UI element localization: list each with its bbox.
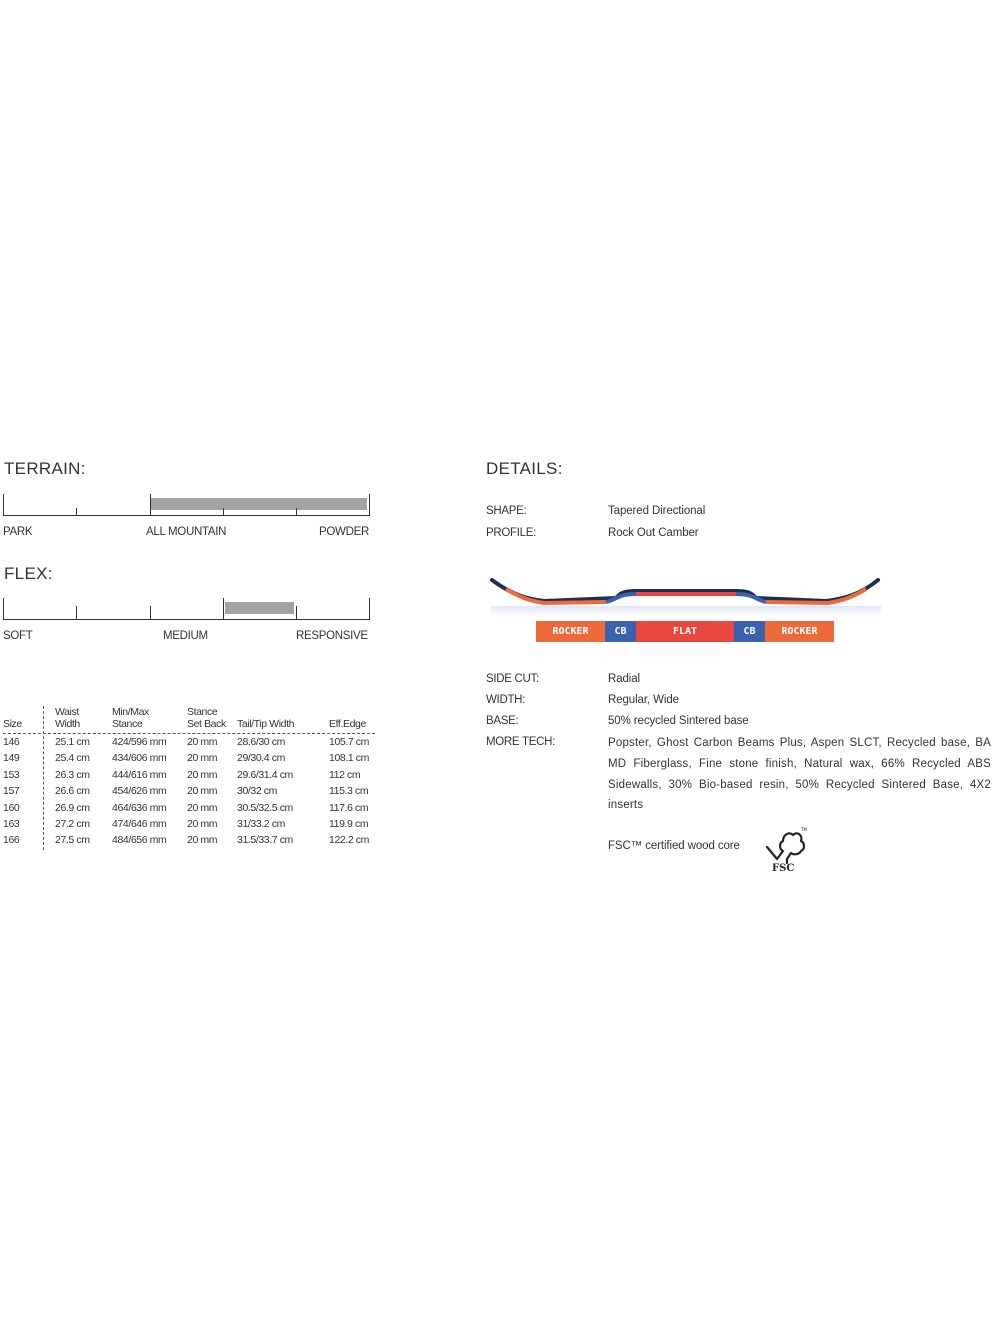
width-value: Regular, Wide — [608, 694, 679, 706]
table-cell: 20 mm — [187, 834, 218, 847]
col-setback: Stance Set Back — [187, 706, 226, 730]
base-value: 50% recycled Sintered base — [608, 715, 749, 727]
table-cell: 31.5/33.7 cm — [237, 834, 293, 847]
flex-label-soft: SOFT — [3, 630, 33, 642]
terrain-heading: TERRAIN: — [4, 459, 86, 478]
segment-rocker-right: ROCKER — [765, 621, 834, 642]
table-cell: 20 mm — [187, 736, 218, 748]
svg-text:TM: TM — [801, 827, 807, 832]
table-cell: 27.5 cm — [55, 834, 90, 847]
profile-label: PROFILE: — [486, 527, 537, 539]
profile-segment-bar — [536, 621, 834, 642]
table-cell: 474/646 mm — [112, 817, 167, 830]
shape-label: SHAPE: — [486, 505, 527, 517]
table-cell: 25.1 cm — [55, 736, 90, 748]
board-profile-illustration — [486, 572, 886, 622]
table-cell: 454/626 mm — [112, 785, 167, 798]
width-label: WIDTH: — [486, 694, 526, 706]
fsc-tree-icon — [763, 825, 809, 873]
tech-value: Popster, Ghost Carbon Beams Plus, Aspen SLCT, Recycled base, BA MD Fiberglass, Fine stone finish, Natural wax, 66% Recycled ABS Sidewalls, 30% Bio-based resin, 50% Recycled Sintered Base, 4X2 inserts — [608, 737, 991, 812]
size-table-header — [3, 704, 375, 734]
table-cell: 464/636 mm — [112, 801, 167, 814]
table-cell: 149 — [3, 752, 20, 765]
table-cell: 30.5/32.5 cm — [237, 801, 293, 814]
profile-value: Rock Out Camber — [608, 527, 699, 539]
flex-range-fill — [225, 602, 294, 614]
table-cell: 108.1 cm — [329, 752, 369, 765]
table-cell: 31/33.2 cm — [237, 817, 285, 830]
shape-value: Tapered Directional — [608, 505, 706, 517]
col-tail-tip: Tail/Tip Width — [237, 718, 295, 730]
table-cell: 28.6/30 cm — [237, 736, 285, 748]
table-cell: 20 mm — [187, 817, 218, 830]
terrain-scale — [3, 494, 370, 516]
segment-flat: FLAT — [636, 621, 734, 642]
base-label: BASE: — [486, 715, 519, 727]
table-cell: 29/30.4 cm — [237, 752, 285, 765]
table-cell: 160 — [3, 801, 20, 814]
col-size: Size — [3, 718, 22, 730]
terrain-label-all-mountain: ALL MOUNTAIN — [146, 526, 227, 538]
table-row — [3, 767, 375, 783]
table-cell: 29.6/31.4 cm — [237, 768, 293, 781]
table-cell: 434/606 mm — [112, 752, 167, 765]
table-cell: 20 mm — [187, 801, 218, 814]
size-table — [3, 704, 375, 849]
table-row — [3, 734, 375, 750]
table-cell: 20 mm — [187, 768, 218, 781]
table-cell: 20 mm — [187, 785, 218, 798]
table-cell: 122.2 cm — [329, 834, 369, 847]
table-cell: 444/616 mm — [112, 768, 167, 781]
fsc-logo-text: FSC — [772, 863, 795, 873]
segment-camber-left: CB — [605, 621, 636, 642]
details-heading: DETAILS: — [486, 459, 563, 478]
table-cell: 26.9 cm — [55, 801, 90, 814]
table-cell: 112 cm — [329, 768, 361, 781]
flex-label-medium: MEDIUM — [163, 630, 208, 642]
table-cell: 157 — [3, 785, 20, 798]
table-row — [3, 750, 375, 766]
table-cell: 26.3 cm — [55, 768, 90, 781]
terrain-label-powder: POWDER — [319, 526, 369, 538]
flex-heading: FLEX: — [4, 564, 53, 583]
table-row — [3, 800, 375, 816]
tech-label: MORE TECH: — [486, 736, 555, 748]
table-cell: 146 — [3, 736, 20, 748]
segment-camber-right: CB — [734, 621, 765, 642]
table-row — [3, 783, 375, 799]
fsc-text: FSC™ certified wood core — [608, 840, 740, 852]
size-table-divider — [43, 706, 44, 850]
table-cell: 117.6 cm — [329, 801, 369, 814]
flex-label-responsive: RESPONSIVE — [296, 630, 368, 642]
col-waist-width: Waist Width — [55, 706, 80, 730]
table-row — [3, 816, 375, 832]
col-eff-edge: Eff.Edge — [329, 718, 366, 730]
table-cell: 166 — [3, 834, 20, 847]
table-cell: 27.2 cm — [55, 817, 90, 830]
table-row — [3, 832, 375, 848]
table-cell: 105.7 cm — [329, 736, 369, 748]
table-cell: 20 mm — [187, 752, 218, 765]
table-cell: 484/656 mm — [112, 834, 167, 847]
table-cell: 153 — [3, 768, 20, 781]
sidecut-label: SIDE CUT: — [486, 673, 539, 685]
table-cell: 30/32 cm — [237, 785, 277, 798]
col-stance: Min/Max Stance — [112, 706, 149, 730]
table-cell: 26.6 cm — [55, 785, 90, 798]
sidecut-value: Radial — [608, 673, 641, 685]
terrain-range-fill — [151, 498, 367, 510]
table-cell: 424/596 mm — [112, 736, 167, 748]
table-cell: 115.3 cm — [329, 785, 369, 798]
table-cell: 25.4 cm — [55, 752, 90, 765]
segment-rocker-left: ROCKER — [536, 621, 605, 642]
terrain-label-park: PARK — [3, 526, 33, 538]
table-cell: 119.9 cm — [329, 817, 369, 830]
table-cell: 163 — [3, 817, 20, 830]
flex-scale — [3, 598, 370, 620]
